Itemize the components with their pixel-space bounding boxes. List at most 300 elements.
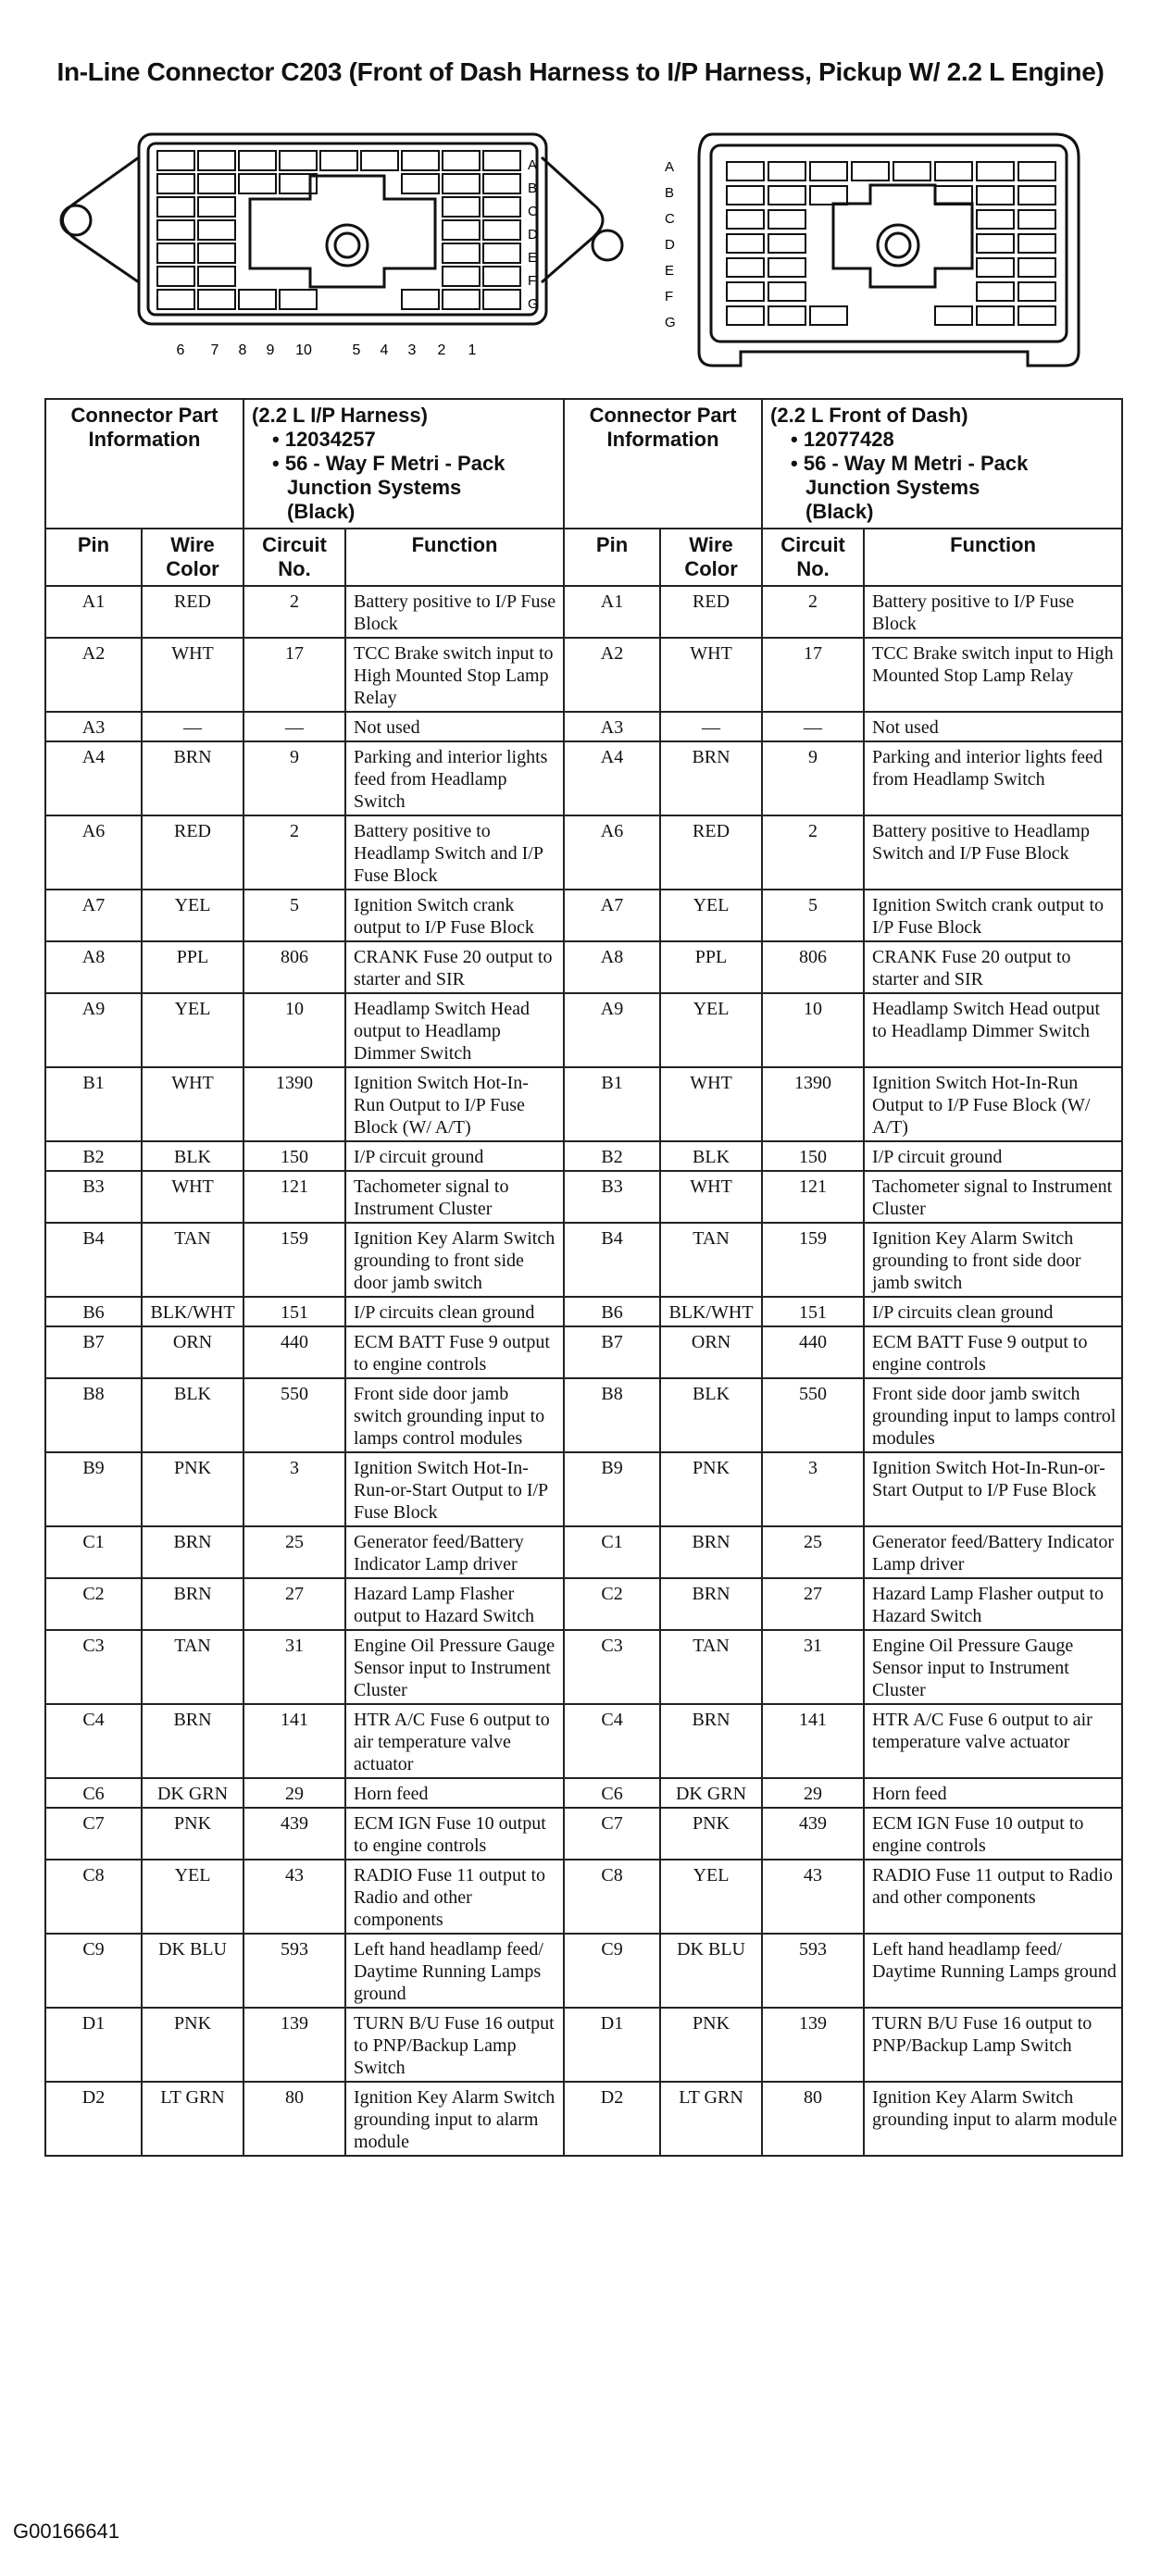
pin-cell: A2 bbox=[45, 638, 142, 712]
terminal-cavity bbox=[483, 174, 520, 193]
function-cell: ECM BATT Fuse 9 output to engine controls bbox=[345, 1326, 564, 1378]
function-cell: Tachometer signal to Instrument Cluster bbox=[345, 1171, 564, 1223]
wire-color-cell: DK GRN bbox=[660, 1778, 762, 1808]
pin-cell: A7 bbox=[564, 890, 660, 941]
terminal-cavity bbox=[320, 151, 357, 170]
terminal-blade bbox=[727, 306, 764, 325]
circuit-cell: 2 bbox=[243, 815, 345, 890]
pin-cell: C6 bbox=[564, 1778, 660, 1808]
wire-color-cell: BLK bbox=[660, 1141, 762, 1171]
function-cell: Ignition Key Alarm Switch grounding input to alarm module bbox=[345, 2082, 564, 2156]
function-cell: Hazard Lamp Flasher output to Hazard Switch bbox=[864, 1578, 1122, 1630]
wire-color-cell: BRN bbox=[142, 1578, 243, 1630]
terminal-blade bbox=[977, 186, 1014, 205]
wire-color-cell: BRN bbox=[660, 741, 762, 815]
circuit-cell: 439 bbox=[762, 1808, 864, 1860]
circuit-cell: 10 bbox=[762, 993, 864, 1067]
wire-color-cell: PPL bbox=[142, 941, 243, 993]
terminal-blade bbox=[768, 282, 805, 301]
wire-color-cell: YEL bbox=[660, 993, 762, 1067]
function-cell: TCC Brake switch input to High Mounted Stop Lamp Relay bbox=[345, 638, 564, 712]
right-info-line: Junction Systems bbox=[805, 476, 980, 499]
wire-color-cell: DK BLU bbox=[142, 1934, 243, 2008]
circuit-cell: 440 bbox=[762, 1326, 864, 1378]
row-letter: C bbox=[528, 204, 538, 219]
circuit-cell: 139 bbox=[762, 2008, 864, 2082]
left-info-line: (Black) bbox=[287, 500, 356, 523]
pin-number: 5 bbox=[352, 342, 361, 358]
circuit-cell: 121 bbox=[243, 1171, 345, 1223]
circuit-cell: 5 bbox=[243, 890, 345, 941]
terminal-blade bbox=[977, 162, 1014, 180]
function-cell: Horn feed bbox=[345, 1778, 564, 1808]
terminal-blade bbox=[1018, 162, 1055, 180]
table-row bbox=[45, 1452, 1122, 1526]
table-row bbox=[45, 638, 1122, 712]
circuit-cell: 139 bbox=[243, 2008, 345, 2082]
terminal-cavity bbox=[483, 220, 520, 240]
wire-color-cell: PNK bbox=[660, 2008, 762, 2082]
right-row-letters bbox=[665, 159, 676, 330]
circuit-cell: 593 bbox=[243, 1934, 345, 2008]
wire-color-cell: PNK bbox=[142, 1452, 243, 1526]
row-letter: C bbox=[665, 211, 675, 227]
pin-cell: A3 bbox=[564, 712, 660, 741]
wire-color-cell: WHT bbox=[660, 638, 762, 712]
terminal-blade bbox=[893, 162, 930, 180]
wire-color-cell: ORN bbox=[142, 1326, 243, 1378]
terminal-cavity bbox=[157, 290, 194, 309]
pin-cell: B8 bbox=[564, 1378, 660, 1452]
table-row bbox=[45, 1778, 1122, 1808]
wire-color-cell: TAN bbox=[660, 1223, 762, 1297]
table-row bbox=[45, 993, 1122, 1067]
terminal-blade bbox=[768, 210, 805, 229]
pin-cell: C1 bbox=[45, 1526, 142, 1578]
wire-color-cell: BLK/WHT bbox=[142, 1297, 243, 1326]
wire-color-cell: TAN bbox=[142, 1630, 243, 1704]
wire-color-cell: BLK bbox=[660, 1378, 762, 1452]
terminal-blade bbox=[977, 282, 1014, 301]
circuit-cell: 17 bbox=[243, 638, 345, 712]
left-info-line: • 56 - Way F Metri - Pack bbox=[272, 452, 506, 475]
function-cell: RADIO Fuse 11 output to Radio and other components bbox=[345, 1860, 564, 1934]
circuit-cell: 150 bbox=[762, 1141, 864, 1171]
function-cell: ECM BATT Fuse 9 output to engine controls bbox=[864, 1326, 1122, 1378]
pin-cell: B8 bbox=[45, 1378, 142, 1452]
pinout-table bbox=[44, 398, 1123, 2157]
row-letter: A bbox=[528, 157, 538, 173]
terminal-blade bbox=[768, 234, 805, 253]
function-cell: Ignition Switch crank output to I/P Fuse Block bbox=[864, 890, 1122, 941]
pin-cell: B2 bbox=[45, 1141, 142, 1171]
pin-cell: C6 bbox=[45, 1778, 142, 1808]
function-cell: Horn feed bbox=[864, 1778, 1122, 1808]
function-cell: RADIO Fuse 11 output to Radio and other components bbox=[864, 1860, 1122, 1934]
right-part-info-label: Connector Part Information bbox=[564, 399, 762, 529]
terminal-cavity bbox=[443, 220, 480, 240]
function-cell: Ignition Switch Hot-In-Run Output to I/P Fuse Block (W/ A/T) bbox=[864, 1067, 1122, 1141]
terminal-cavity bbox=[443, 290, 480, 309]
pin-number: 6 bbox=[176, 342, 185, 358]
terminal-cavity bbox=[280, 290, 317, 309]
terminal-cavity bbox=[157, 220, 194, 240]
left-info-line: • 12034257 bbox=[272, 428, 376, 451]
function-cell: Front side door jamb switch grounding input to lamps control modules bbox=[345, 1378, 564, 1452]
table-row bbox=[45, 586, 1122, 638]
row-letter: F bbox=[528, 273, 537, 289]
table-row bbox=[45, 1297, 1122, 1326]
pin-cell: A1 bbox=[45, 586, 142, 638]
pin-cell: B9 bbox=[564, 1452, 660, 1526]
function-cell: Ignition Key Alarm Switch grounding to front side door jamb switch bbox=[864, 1223, 1122, 1297]
col-circuit-no: Circuit No. bbox=[243, 529, 345, 586]
wire-color-cell: YEL bbox=[142, 890, 243, 941]
function-cell: Front side door jamb switch grounding input to lamps control modules bbox=[864, 1378, 1122, 1452]
pin-cell: A6 bbox=[564, 815, 660, 890]
terminal-cavity bbox=[157, 151, 194, 170]
circuit-cell: — bbox=[762, 712, 864, 741]
function-cell: Engine Oil Pressure Gauge Sensor input to Instrument Cluster bbox=[864, 1630, 1122, 1704]
pin-number: 8 bbox=[238, 342, 247, 358]
function-cell: I/P circuits clean ground bbox=[345, 1297, 564, 1326]
function-cell: TURN B/U Fuse 16 output to PNP/Backup Lamp Switch bbox=[864, 2008, 1122, 2082]
terminal-blade bbox=[727, 162, 764, 180]
circuit-cell: 5 bbox=[762, 890, 864, 941]
circuit-cell: 3 bbox=[243, 1452, 345, 1526]
row-letter: E bbox=[528, 250, 538, 266]
table-row bbox=[45, 890, 1122, 941]
function-cell: Parking and interior lights feed from Headlamp Switch bbox=[864, 741, 1122, 815]
pin-cell: B1 bbox=[564, 1067, 660, 1141]
pin-cell: C1 bbox=[564, 1526, 660, 1578]
circuit-cell: 159 bbox=[243, 1223, 345, 1297]
terminal-blade bbox=[727, 258, 764, 277]
row-letter: B bbox=[665, 185, 675, 201]
circuit-cell: 25 bbox=[762, 1526, 864, 1578]
row-letter: F bbox=[665, 289, 674, 305]
pin-cell: A8 bbox=[45, 941, 142, 993]
terminal-cavity bbox=[443, 197, 480, 217]
pin-cell: B3 bbox=[564, 1171, 660, 1223]
circuit-cell: 25 bbox=[243, 1526, 345, 1578]
pin-cell: C7 bbox=[45, 1808, 142, 1860]
wire-color-cell: LT GRN bbox=[660, 2082, 762, 2156]
terminal-cavity bbox=[443, 267, 480, 286]
terminal-blade bbox=[768, 186, 805, 205]
terminal-blade bbox=[977, 210, 1014, 229]
table-row bbox=[45, 741, 1122, 815]
terminal-cavity bbox=[443, 174, 480, 193]
wire-color-cell: BRN bbox=[142, 1704, 243, 1778]
function-cell: Not used bbox=[864, 712, 1122, 741]
wire-color-cell: ORN bbox=[660, 1326, 762, 1378]
function-cell: CRANK Fuse 20 output to starter and SIR bbox=[345, 941, 564, 993]
pin-cell: A2 bbox=[564, 638, 660, 712]
page-title: In-Line Connector C203 (Front of Dash Harness to I/P Harness, Pickup W/ 2.2 L Engine) bbox=[56, 57, 1105, 86]
function-cell: Ignition Switch Hot-In-Run-or-Start Output to I/P Fuse Block bbox=[864, 1452, 1122, 1526]
function-cell: Tachometer signal to Instrument Cluster bbox=[864, 1171, 1122, 1223]
circuit-cell: 150 bbox=[243, 1141, 345, 1171]
circuit-cell: 141 bbox=[243, 1704, 345, 1778]
pin-cell: B2 bbox=[564, 1141, 660, 1171]
table-row bbox=[45, 1934, 1122, 2008]
row-letter: A bbox=[665, 159, 675, 175]
function-cell: Parking and interior lights feed from Headlamp Switch bbox=[345, 741, 564, 815]
terminal-blade bbox=[852, 162, 889, 180]
wire-color-cell: BRN bbox=[142, 1526, 243, 1578]
circuit-cell: 806 bbox=[762, 941, 864, 993]
row-letter: G bbox=[665, 315, 676, 330]
function-cell: Ignition Switch Hot-In-Run Output to I/P Fuse Block (W/ A/T) bbox=[345, 1067, 564, 1141]
pin-cell: A3 bbox=[45, 712, 142, 741]
left-info-line: (2.2 L I/P Harness) bbox=[252, 404, 428, 427]
function-cell: I/P circuit ground bbox=[864, 1141, 1122, 1171]
terminal-cavity bbox=[361, 151, 398, 170]
pinout-rows bbox=[45, 586, 1122, 2156]
terminal-blade bbox=[977, 234, 1014, 253]
row-letter: E bbox=[665, 263, 675, 279]
table-row bbox=[45, 1326, 1122, 1378]
pin-cell: C9 bbox=[564, 1934, 660, 2008]
function-cell: TURN B/U Fuse 16 output to PNP/Backup Lamp Switch bbox=[345, 2008, 564, 2082]
table-row bbox=[45, 712, 1122, 741]
pin-cell: C9 bbox=[45, 1934, 142, 2008]
function-cell: Hazard Lamp Flasher output to Hazard Switch bbox=[345, 1578, 564, 1630]
wire-color-cell: BRN bbox=[660, 1578, 762, 1630]
column-header-row bbox=[45, 529, 1122, 586]
wire-color-cell: YEL bbox=[660, 890, 762, 941]
wire-color-cell: PNK bbox=[142, 2008, 243, 2082]
function-cell: Left hand headlamp feed/ Daytime Running Lamps ground bbox=[864, 1934, 1122, 2008]
wire-color-cell: WHT bbox=[142, 1067, 243, 1141]
wire-color-cell: WHT bbox=[660, 1067, 762, 1141]
terminal-blade bbox=[935, 306, 972, 325]
left-pin-numbers bbox=[177, 342, 477, 358]
pin-cell: C8 bbox=[564, 1860, 660, 1934]
function-cell: TCC Brake switch input to High Mounted Stop Lamp Relay bbox=[864, 638, 1122, 712]
pin-cell: A6 bbox=[45, 815, 142, 890]
circuit-cell: 17 bbox=[762, 638, 864, 712]
col-wire-color: Wire Color bbox=[660, 529, 762, 586]
circuit-cell: 43 bbox=[762, 1860, 864, 1934]
circuit-cell: 27 bbox=[762, 1578, 864, 1630]
function-cell: Generator feed/Battery Indicator Lamp driver bbox=[864, 1526, 1122, 1578]
terminal-cavity bbox=[157, 267, 194, 286]
col-function: Function bbox=[345, 529, 564, 586]
circuit-cell: 2 bbox=[762, 586, 864, 638]
circuit-cell: 29 bbox=[762, 1778, 864, 1808]
wire-color-cell: DK GRN bbox=[142, 1778, 243, 1808]
terminal-cavity bbox=[402, 174, 439, 193]
wire-color-cell: WHT bbox=[142, 1171, 243, 1223]
table-row bbox=[45, 941, 1122, 993]
terminal-blade bbox=[810, 306, 847, 325]
table-row bbox=[45, 1067, 1122, 1141]
terminal-blade bbox=[727, 234, 764, 253]
left-part-info bbox=[243, 399, 564, 529]
function-cell: Battery positive to Headlamp Switch and I/P Fuse Block bbox=[345, 815, 564, 890]
circuit-cell: 2 bbox=[762, 815, 864, 890]
wire-color-cell: YEL bbox=[660, 1860, 762, 1934]
circuit-cell: 9 bbox=[243, 741, 345, 815]
circuit-cell: 550 bbox=[762, 1378, 864, 1452]
pin-cell: C3 bbox=[45, 1630, 142, 1704]
function-cell: Headlamp Switch Head output to Headlamp Dimmer Switch bbox=[345, 993, 564, 1067]
terminal-cavity bbox=[198, 243, 235, 263]
circuit-cell: 10 bbox=[243, 993, 345, 1067]
pin-cell: B3 bbox=[45, 1171, 142, 1223]
pin-cell: A7 bbox=[45, 890, 142, 941]
pin-number: 2 bbox=[437, 342, 446, 358]
right-info-line: • 12077428 bbox=[791, 428, 894, 451]
terminal-blade bbox=[1018, 258, 1055, 277]
terminal-blade bbox=[727, 186, 764, 205]
pin-number: 3 bbox=[407, 342, 417, 358]
wire-color-cell: RED bbox=[142, 815, 243, 890]
circuit-cell: 27 bbox=[243, 1578, 345, 1630]
row-letter: B bbox=[528, 180, 538, 196]
terminal-blade bbox=[1018, 234, 1055, 253]
terminal-cavity bbox=[157, 197, 194, 217]
part-info-row bbox=[45, 399, 1122, 529]
connector-diagram bbox=[0, 116, 1161, 384]
table-row bbox=[45, 1141, 1122, 1171]
function-cell: Battery positive to I/P Fuse Block bbox=[864, 586, 1122, 638]
terminal-cavity bbox=[483, 290, 520, 309]
circuit-cell: 440 bbox=[243, 1326, 345, 1378]
pin-cell: B6 bbox=[45, 1297, 142, 1326]
wire-color-cell: PNK bbox=[142, 1808, 243, 1860]
terminal-blade bbox=[1018, 306, 1055, 325]
terminal-cavity bbox=[198, 151, 235, 170]
wire-color-cell: RED bbox=[660, 815, 762, 890]
pin-cell: B9 bbox=[45, 1452, 142, 1526]
wire-color-cell: BLK bbox=[142, 1141, 243, 1171]
right-info-line: (2.2 L Front of Dash) bbox=[770, 404, 968, 427]
function-cell: Ignition Key Alarm Switch grounding input to alarm module bbox=[864, 2082, 1122, 2156]
terminal-blade bbox=[810, 186, 847, 205]
pin-cell: B7 bbox=[564, 1326, 660, 1378]
terminal-blade bbox=[727, 282, 764, 301]
table-row bbox=[45, 1808, 1122, 1860]
function-cell: ECM IGN Fuse 10 output to engine controls bbox=[864, 1808, 1122, 1860]
pin-number: 4 bbox=[380, 342, 389, 358]
terminal-blade bbox=[768, 258, 805, 277]
pin-cell: B6 bbox=[564, 1297, 660, 1326]
row-letter: D bbox=[528, 227, 538, 243]
circuit-cell: 550 bbox=[243, 1378, 345, 1452]
table-row bbox=[45, 1860, 1122, 1934]
row-letter: D bbox=[665, 237, 675, 253]
wire-color-cell: BRN bbox=[660, 1704, 762, 1778]
table-row bbox=[45, 1704, 1122, 1778]
terminal-blade bbox=[935, 162, 972, 180]
wire-color-cell: — bbox=[142, 712, 243, 741]
wire-color-cell: BRN bbox=[142, 741, 243, 815]
terminal-blade bbox=[768, 162, 805, 180]
pin-cell: B1 bbox=[45, 1067, 142, 1141]
terminal-blade bbox=[1018, 282, 1055, 301]
pin-cell: A1 bbox=[564, 586, 660, 638]
table-row bbox=[45, 1171, 1122, 1223]
table-row bbox=[45, 2008, 1122, 2082]
function-cell: Ignition Switch Hot-In-Run-or-Start Output to I/P Fuse Block bbox=[345, 1452, 564, 1526]
circuit-cell: 80 bbox=[762, 2082, 864, 2156]
function-cell: Headlamp Switch Head output to Headlamp Dimmer Switch bbox=[864, 993, 1122, 1067]
circuit-cell: 151 bbox=[762, 1297, 864, 1326]
pin-cell: B4 bbox=[45, 1223, 142, 1297]
terminal-cavity bbox=[239, 151, 276, 170]
figure-code: G00166641 bbox=[13, 2520, 119, 2543]
pin-cell: C4 bbox=[45, 1704, 142, 1778]
pin-cell: C2 bbox=[564, 1578, 660, 1630]
pin-cell: C7 bbox=[564, 1808, 660, 1860]
terminal-cavity bbox=[239, 174, 276, 193]
wire-color-cell: RED bbox=[660, 586, 762, 638]
pin-cell: B7 bbox=[45, 1326, 142, 1378]
wire-color-cell: LT GRN bbox=[142, 2082, 243, 2156]
right-info-line: • 56 - Way M Metri - Pack bbox=[791, 452, 1029, 475]
col-wire-color: Wire Color bbox=[142, 529, 243, 586]
terminal-cavity bbox=[198, 174, 235, 193]
circuit-cell: 1390 bbox=[243, 1067, 345, 1141]
terminal-cavity bbox=[198, 290, 235, 309]
wire-color-cell: WHT bbox=[142, 638, 243, 712]
circuit-cell: 141 bbox=[762, 1704, 864, 1778]
col-pin: Pin bbox=[564, 529, 660, 586]
terminal-blade bbox=[1018, 186, 1055, 205]
function-cell: Engine Oil Pressure Gauge Sensor input to Instrument Cluster bbox=[345, 1630, 564, 1704]
function-cell: I/P circuits clean ground bbox=[864, 1297, 1122, 1326]
pin-cell: A8 bbox=[564, 941, 660, 993]
pin-cell: A4 bbox=[45, 741, 142, 815]
wire-color-cell: BLK bbox=[142, 1378, 243, 1452]
left-part-info-label: Connector Part Information bbox=[45, 399, 243, 529]
function-cell: Ignition Key Alarm Switch grounding to front side door jamb switch bbox=[345, 1223, 564, 1297]
terminal-cavity bbox=[198, 197, 235, 217]
terminal-cavity bbox=[157, 243, 194, 263]
terminal-cavity bbox=[483, 197, 520, 217]
wire-color-cell: PPL bbox=[660, 941, 762, 993]
function-cell: HTR A/C Fuse 6 output to air temperature valve actuator bbox=[864, 1704, 1122, 1778]
pin-number: 1 bbox=[468, 342, 477, 358]
pin-cell: C2 bbox=[45, 1578, 142, 1630]
pin-cell: D2 bbox=[45, 2082, 142, 2156]
wire-color-cell: PNK bbox=[660, 1808, 762, 1860]
function-cell: I/P circuit ground bbox=[345, 1141, 564, 1171]
terminal-blade bbox=[977, 306, 1014, 325]
circuit-cell: 9 bbox=[762, 741, 864, 815]
wire-color-cell: RED bbox=[142, 586, 243, 638]
function-cell: Battery positive to I/P Fuse Block bbox=[345, 586, 564, 638]
terminal-blade bbox=[768, 306, 805, 325]
pin-cell: A9 bbox=[45, 993, 142, 1067]
terminal-cavity bbox=[483, 267, 520, 286]
terminal-cavity bbox=[483, 151, 520, 170]
circuit-cell: 2 bbox=[243, 586, 345, 638]
terminal-blade bbox=[810, 162, 847, 180]
pin-cell: A9 bbox=[564, 993, 660, 1067]
row-letter: G bbox=[528, 296, 539, 312]
circuit-cell: — bbox=[243, 712, 345, 741]
pin-number: 7 bbox=[210, 342, 219, 358]
function-cell: Battery positive to Headlamp Switch and I/P Fuse Block bbox=[864, 815, 1122, 890]
circuit-cell: 31 bbox=[243, 1630, 345, 1704]
circuit-cell: 806 bbox=[243, 941, 345, 993]
wire-color-cell: TAN bbox=[142, 1223, 243, 1297]
terminal-cavity bbox=[483, 243, 520, 263]
